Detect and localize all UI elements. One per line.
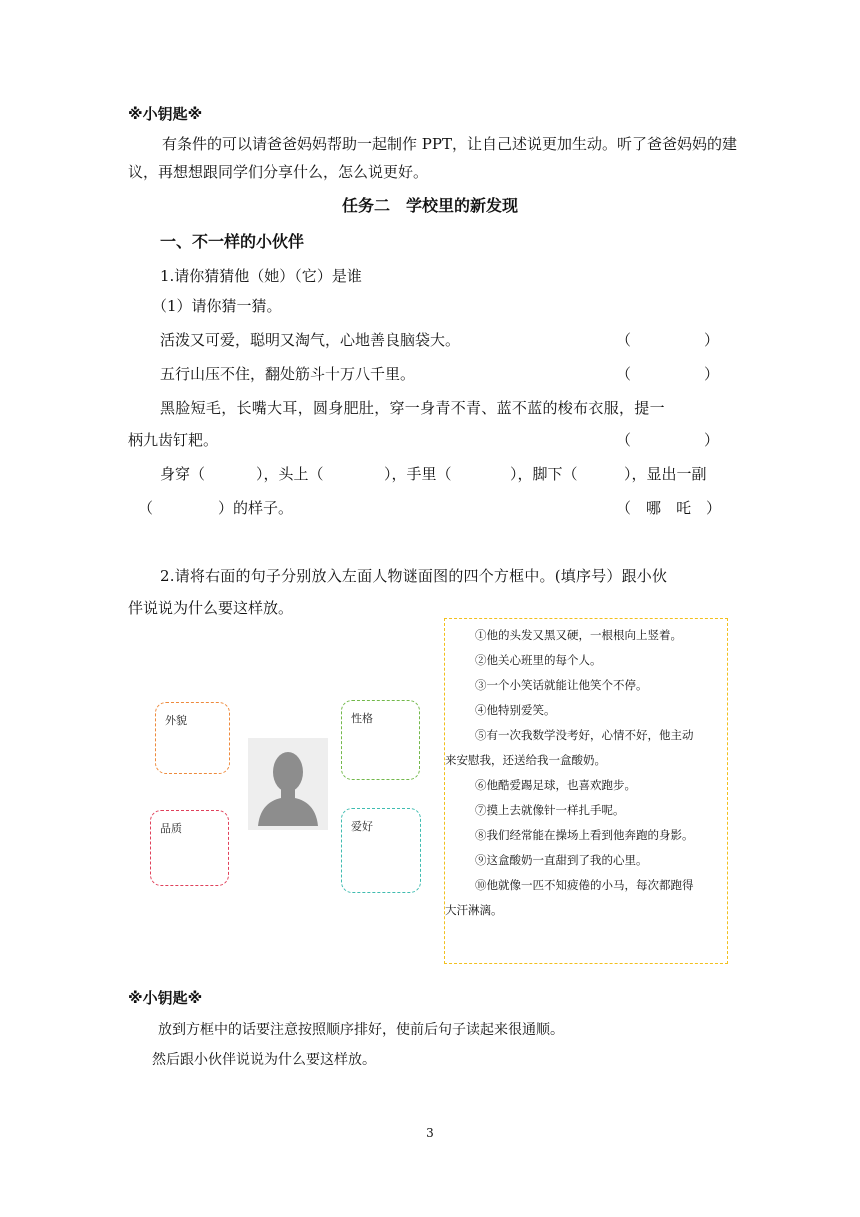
sentence-item: ②他关心班里的每个人。 (475, 653, 602, 667)
fill-part: ），脚下（ (510, 465, 578, 483)
tip-text-line: 有条件的可以请爸爸妈妈帮助一起制作 PPT，让自己述说更加生动。听了爸爸妈妈的建 (162, 135, 737, 153)
fill-part: ），手里（ (384, 465, 452, 483)
sentence-item: ⑨这盒酸奶一直甜到了我的心里。 (475, 853, 648, 867)
answer-close: ） (704, 365, 720, 383)
appearance-label: 外貌 (165, 714, 187, 727)
riddle-text: 五行山压不住，翻处筋斗十万八千里。 (160, 365, 416, 383)
sentence-item-cont: 大汗淋漓。 (445, 903, 503, 917)
riddle-text: 黑脸短毛，长嘴大耳，圆身肥肚，穿一身青不青、蓝不蓝的梭布衣服，提一 (160, 399, 665, 417)
character-box[interactable] (150, 810, 229, 886)
appearance-box[interactable] (155, 702, 230, 774)
tip-text-line: 议，再想想跟同学们分享什么，怎么说更好。 (128, 163, 429, 181)
sentence-item: ⑩他就像一匹不知疲倦的小马，每次都跑得 (475, 878, 694, 892)
answer-open: （ (616, 365, 632, 383)
riddle-text-cont: 柄九齿钉耙。 (128, 431, 219, 449)
sentence-item: ⑥他酷爱踢足球，也喜欢跑步。 (475, 778, 636, 792)
answer-open: （ (616, 431, 632, 449)
answer-close: ） (704, 331, 720, 349)
sentence-item: ⑦摸上去就像针一样扎手呢。 (475, 803, 625, 817)
answer-open: （ (616, 331, 632, 349)
tip-text-line: 放到方框中的话要注意按照顺序排好，使前后句子读起来很通顺。 (158, 1022, 564, 1038)
sentence-item: ⑧我们经常能在操场上看到他奔跑的身影。 (475, 828, 694, 842)
answer-nezha: （ 哪 吒 ） (616, 499, 722, 517)
riddle-text: 活泼又可爱，聪明又淘气，心地善良脑袋大。 (160, 331, 461, 349)
task-title: 任务二 学校里的新发现 (341, 196, 518, 215)
sentence-item-cont: 来安慰我，还送给我一盒酸奶。 (445, 753, 606, 767)
tip-text-line: 然后跟小伙伴说说为什么要这样放。 (152, 1052, 376, 1068)
tip-title: ※小钥匙※ (128, 105, 203, 123)
sentence-item: ①他的头发又黑又硬，一根根向上竖着。 (475, 628, 682, 642)
question-2: 2.请将右面的句子分别放入左面人物谜面图的四个方框中。(填序号）跟小伙 (160, 567, 668, 585)
sentence-item: ⑤有一次我数学没考好，心情不好，他主动 (475, 728, 694, 742)
character-label: 品质 (160, 822, 182, 835)
page-number: 3 (426, 1126, 434, 1140)
question-1-sub: （1）请你猜一猜。 (152, 297, 282, 315)
section-heading: 一、不一样的小伙伴 (160, 232, 305, 251)
sentence-item: ④他特别爱笑。 (475, 703, 556, 717)
fill-part: ），显出一副 (624, 465, 707, 483)
fill-part: （ (138, 499, 154, 517)
sentence-box (444, 618, 728, 964)
question-2-cont: 伴说说为什么要这样放。 (128, 599, 294, 617)
personality-box[interactable] (341, 700, 420, 780)
hobby-box[interactable] (341, 808, 421, 893)
hobby-label: 爱好 (351, 820, 373, 833)
answer-close: ） (704, 431, 720, 449)
fill-part: 身穿（ (160, 465, 206, 483)
fill-part: ）的样子。 (218, 499, 294, 517)
fill-part: ），头上（ (256, 465, 324, 483)
sentence-item: ③一个小笑话就能让他笑个不停。 (475, 678, 648, 692)
personality-label: 性格 (351, 712, 373, 725)
tip-title: ※小钥匙※ (128, 989, 203, 1007)
silhouette-icon (248, 738, 328, 830)
question-1: 1.请你猜猜他（她）（它）是谁 (160, 267, 362, 285)
person-silhouette (248, 738, 328, 830)
